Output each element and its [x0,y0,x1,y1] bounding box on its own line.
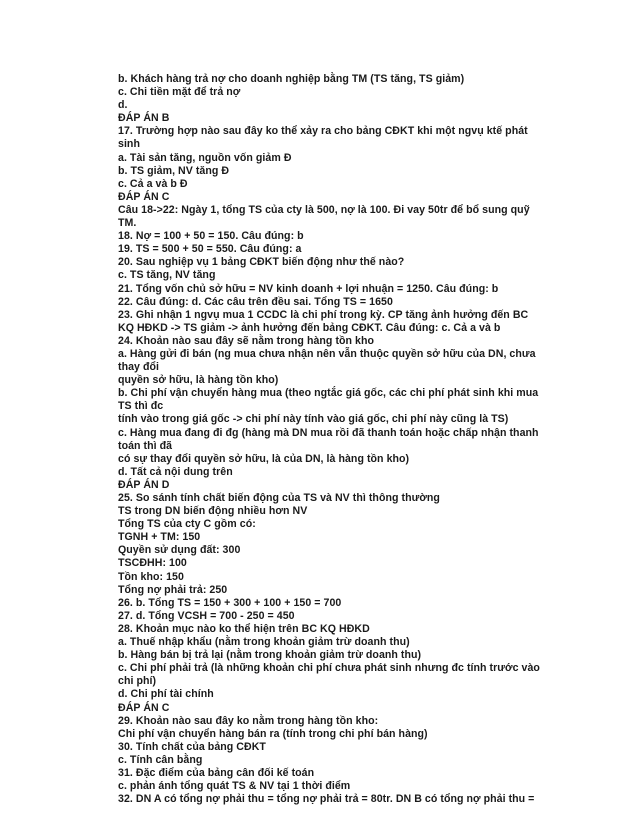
text-line: 28. Khoản mục nào ko thể hiện trên BC KQ HĐKD [118,622,370,635]
text-line: d. Chi phí tài chính [118,688,214,701]
text-line: Quyền sử dụng đất: 300 [118,544,241,557]
text-line: 29. Khoản nào sau đây ko nằm trong hàng tồn kho: [118,714,379,727]
text-line: TSCĐHH: 100 [118,557,187,570]
text-line: Câu 18->22: Ngày 1, tổng TS của cty là 500, nợ là 100. Đi vay 50tr để bổ sung quỹ [118,203,530,216]
text-line: Tổng nợ phải trả: 250 [118,583,228,596]
text-line: c. Chi phí phải trả (là những khoản chi phí chưa phát sinh nhưng đc tính trước vào [118,662,540,675]
text-line: sinh [118,138,140,151]
text-line: Tổng TS của cty C gồm có: [118,518,256,531]
text-line: c. Hàng mua đang đi đg (hàng mà DN mua rồi đã thanh toán hoặc chấp nhận thanh [118,426,539,439]
text-line: ĐÁP ÁN C [118,701,170,714]
text-line: b. Chi phí vận chuyển hàng mua (theo ngtắc giá gốc, các chi phí phát sinh khi mua [118,387,539,400]
text-line: a. Thuế nhập khẩu (nằm trong khoản giảm trừ doanh thu) [118,636,410,649]
text-line: 32. DN A có tổng nợ phải thu = tổng nợ phải trả = 80tr. DN B có tổng nợ phải thu = [118,793,535,806]
text-line: 18. Nợ = 100 + 50 = 150. Câu đúng: b [118,230,304,243]
text-line: toán thì đã [118,439,173,452]
text-line: a. Tài sản tăng, nguồn vốn giảm Đ [118,151,292,164]
document-page [118,73,548,806]
text-line: 22. Câu đúng: d. Các câu trên đều sai. Tổng TS = 1650 [118,295,393,308]
text-line: tính vào trong giá gốc -> chi phí này tính vào giá gốc, chi phí này cũng là TS) [118,413,509,426]
text-line: 24. Khoản nào sau đây sẽ nằm trong hàng tồn kho [118,334,375,347]
text-line: 17. Trường hợp nào sau đây ko thể xảy ra cho bảng CĐKT khi một ngvụ ktế phát [118,125,528,138]
text-line: 19. TS = 500 + 50 = 550. Câu đúng: a [118,243,302,256]
text-line: c. Cả a và b Đ [118,177,188,190]
text-line: Tồn kho: 150 [118,570,184,583]
text-line: ĐÁP ÁN D [118,478,170,491]
text-line: c. TS tăng, NV tăng [118,269,216,282]
text-line: c. phản ánh tổng quát TS & NV tại 1 thời điểm [118,780,351,793]
text-line: TS thì đc [118,400,164,413]
text-line: c. Chi tiền mặt để trả nợ [118,86,241,99]
text-line: a. Hàng gửi đi bán (ng mua chưa nhận nên vẫn thuộc quyền sở hữu của DN, chưa [118,347,536,360]
text-line: d. Tất cả nội dung trên [118,465,233,478]
text-line: quyền sở hữu, là hàng tồn kho) [118,374,279,387]
text-line: chi phí) [118,675,157,688]
text-line: 20. Sau nghiệp vụ 1 bảng CĐKT biến động như thế nào? [118,256,405,269]
text-line: 26. b. Tổng TS = 150 + 300 + 100 + 150 = 700 [118,596,342,609]
text-line: b. TS giảm, NV tăng Đ [118,164,230,177]
text-line: b. Hàng bán bị trả lại (nằm trong khoản giảm trừ doanh thu) [118,649,422,662]
text-line: TGNH + TM: 150 [118,531,201,544]
text-line: Chi phí vận chuyển hàng bán ra (tính trong chi phí bán hàng) [118,727,428,740]
text-line: TS trong DN biến động nhiều hơn NV [118,505,308,518]
text-line: KQ HĐKD -> TS giảm -> ảnh hưởng đến bảng CĐKT. Câu đúng: c. Cả a và b [118,321,501,334]
text-line: 25. So sánh tính chất biến động của TS và NV thì thông thường [118,492,440,504]
text-line: 21. Tổng vốn chủ sở hữu = NV kinh doanh + lợi nhuận = 1250. Câu đúng: b [118,282,499,295]
text-line: 23. Ghi nhận 1 ngvụ mua 1 CCDC là chi phí trong kỳ. CP tăng ảnh hưởng đến BC [118,308,529,321]
text-line: c. Tính cân bằng [118,753,203,766]
text-line: 31. Đặc điểm của bảng cân đối kế toán [118,766,315,779]
text-line: ĐÁP ÁN B [118,112,170,125]
text-line: 27. d. Tổng VCSH = 700 - 250 = 450 [118,609,295,622]
text-line: d. [118,99,128,112]
text-line: TM. [118,217,137,230]
text-line: b. Khách hàng trả nợ cho doanh nghiệp bằng TM (TS tăng, TS giảm) [118,73,465,85]
text-line: 30. Tính chất của bảng CĐKT [118,740,266,753]
text-line: ĐÁP ÁN C [118,190,170,203]
text-line: có sự thay đổi quyền sở hữu, là của DN, là hàng tồn kho) [118,452,410,465]
text-line: thay đổi [118,361,160,374]
